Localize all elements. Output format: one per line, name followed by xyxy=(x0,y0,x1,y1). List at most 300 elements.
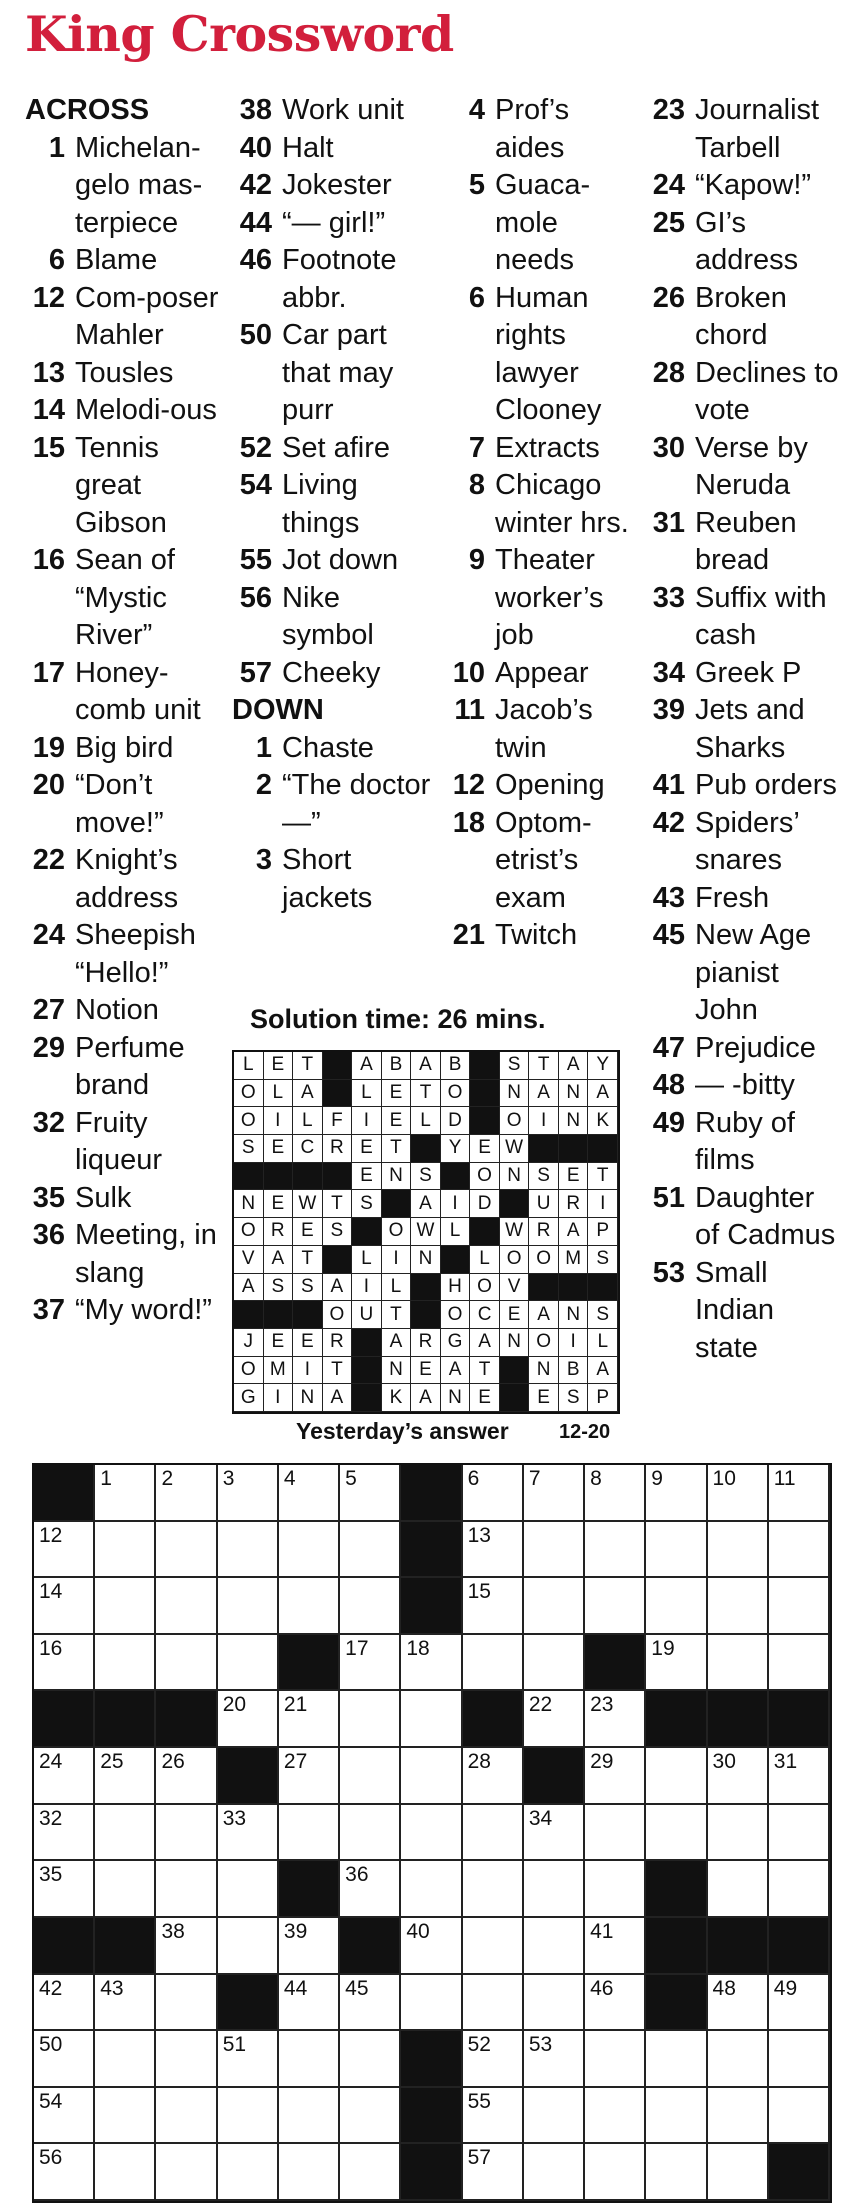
grid-cell[interactable] xyxy=(279,2088,340,2145)
down-clue xyxy=(645,92,841,167)
grid-cell[interactable] xyxy=(646,1578,707,1635)
solution-letter: M xyxy=(264,1357,294,1385)
grid-cell[interactable] xyxy=(708,2088,769,2145)
grid-cell[interactable] xyxy=(524,1861,585,1918)
grid-cell[interactable] xyxy=(156,1975,217,2032)
grid-cell[interactable] xyxy=(463,2031,524,2088)
grid-cell[interactable] xyxy=(585,1861,646,1918)
clue-number: 30 xyxy=(652,431,685,464)
grid-cell[interactable] xyxy=(401,1975,462,2032)
solution-block xyxy=(323,1163,353,1191)
grid-cell[interactable] xyxy=(156,1578,217,1635)
grid-cell[interactable] xyxy=(340,1748,401,1805)
clue-text: Chicago winter hrs. xyxy=(495,469,629,539)
clue-text: Cheeky xyxy=(282,656,381,689)
solution-letter: T xyxy=(293,1246,323,1274)
cell-number: 12 xyxy=(39,1523,63,1547)
grid-cell[interactable] xyxy=(646,1635,707,1692)
clue-number: 41 xyxy=(652,769,685,801)
solution-letter: T xyxy=(411,1080,441,1108)
cell-number: 48 xyxy=(712,1976,736,2000)
solution-letter: A xyxy=(411,1384,441,1412)
grid-cell[interactable] xyxy=(708,1465,769,1522)
solution-letter: T xyxy=(323,1357,353,1385)
clue-text: Jacob’s twin xyxy=(495,694,593,764)
solution-letter: D xyxy=(441,1107,471,1135)
grid-cell[interactable] xyxy=(218,1522,279,1579)
grid-cell[interactable] xyxy=(524,1635,585,1692)
clue-number: 5 xyxy=(468,169,485,201)
grid-cell[interactable] xyxy=(769,2031,830,2088)
clue-text: Notion xyxy=(75,994,159,1026)
solution-letter: A xyxy=(382,1329,412,1357)
clue-number: 7 xyxy=(468,431,485,464)
grid-cell[interactable] xyxy=(279,1578,340,1635)
grid-cell[interactable] xyxy=(646,2031,707,2088)
grid-cell[interactable] xyxy=(769,1975,830,2032)
grid-cell[interactable] xyxy=(769,1805,830,1862)
down-list-b xyxy=(445,92,635,955)
down-clue xyxy=(445,467,635,542)
solution-letter: L xyxy=(382,1274,412,1302)
grid-cell[interactable] xyxy=(279,1918,340,1975)
grid-cell[interactable] xyxy=(218,2031,279,2088)
puzzle-title: King Crossword xyxy=(25,5,454,63)
grid-cell[interactable] xyxy=(646,1465,707,1522)
solution-letter: B xyxy=(441,1052,471,1080)
cell-number: 6 xyxy=(467,1467,480,1490)
solution-letter: A xyxy=(529,1301,559,1329)
solution-block xyxy=(470,1052,500,1080)
solution-letter: N xyxy=(529,1357,559,1385)
down-clue xyxy=(232,767,432,842)
cell-number: 10 xyxy=(712,1467,736,1490)
down-clue xyxy=(645,167,841,205)
grid-cell[interactable] xyxy=(340,1465,401,1522)
grid-cell[interactable] xyxy=(585,1578,646,1635)
grid-cell[interactable] xyxy=(156,2088,217,2145)
clue-number: 46 xyxy=(239,244,272,276)
grid-block xyxy=(769,1691,830,1748)
down-clue xyxy=(645,1105,841,1180)
grid-cell[interactable] xyxy=(585,1975,646,2032)
grid-cell[interactable] xyxy=(279,1748,340,1805)
cell-number: 46 xyxy=(590,1976,614,2000)
grid-cell[interactable] xyxy=(218,1805,279,1862)
grid-cell[interactable] xyxy=(463,1635,524,1692)
solution-letter: L xyxy=(293,1107,323,1135)
across-clue xyxy=(25,430,220,543)
solution-letter: I xyxy=(588,1190,618,1218)
solution-block xyxy=(441,1163,471,1191)
grid-cell[interactable] xyxy=(463,2144,524,2201)
grid-cell[interactable] xyxy=(34,1522,95,1579)
cell-number: 34 xyxy=(528,1806,553,1830)
grid-cell[interactable] xyxy=(646,2144,707,2201)
solution-block xyxy=(470,1107,500,1135)
grid-cell[interactable] xyxy=(585,1691,646,1748)
grid-cell[interactable] xyxy=(524,2088,585,2145)
grid-cell[interactable] xyxy=(769,1748,830,1805)
grid-cell[interactable] xyxy=(463,1522,524,1579)
grid-block xyxy=(218,1748,279,1805)
grid-cell[interactable] xyxy=(156,1635,217,1692)
clue-number: 6 xyxy=(48,244,65,276)
grid-cell[interactable] xyxy=(463,2088,524,2145)
grid-cell[interactable] xyxy=(401,1691,462,1748)
grid-cell[interactable] xyxy=(769,1522,830,1579)
solution-block xyxy=(352,1384,382,1412)
down-clue xyxy=(645,767,841,805)
across-heading: ACROSS xyxy=(25,94,150,126)
across-clue xyxy=(232,130,432,168)
grid-cell[interactable] xyxy=(463,1805,524,1862)
grid-cell[interactable] xyxy=(646,2088,707,2145)
cell-number: 54 xyxy=(39,2089,63,2113)
solution-letter: E xyxy=(264,1135,294,1163)
grid-cell[interactable] xyxy=(218,2144,279,2201)
grid-cell[interactable] xyxy=(218,2088,279,2145)
cell-number: 14 xyxy=(39,1580,63,1604)
grid-cell[interactable] xyxy=(401,1635,462,1692)
clue-text: Spiders’ snares xyxy=(695,806,799,876)
across-clue xyxy=(232,467,432,542)
down-clue xyxy=(645,655,841,693)
grid-cell[interactable] xyxy=(34,2144,95,2201)
clue-number: 33 xyxy=(652,581,685,614)
cell-number: 31 xyxy=(773,1750,798,1774)
grid-block xyxy=(218,1975,279,2032)
solution-letter: G xyxy=(234,1384,264,1412)
clue-text: Halt xyxy=(282,131,334,164)
grid-cell[interactable] xyxy=(769,1861,830,1918)
clue-text: Meeting, in slang xyxy=(75,1219,217,1289)
clue-text: Suffix with cash xyxy=(695,581,827,651)
clue-text: Jokester xyxy=(282,169,392,201)
grid-cell[interactable] xyxy=(463,1748,524,1805)
cell-number: 24 xyxy=(39,1750,63,1774)
down-clue xyxy=(232,842,432,917)
grid-cell[interactable] xyxy=(708,2031,769,2088)
solution-letter: L xyxy=(441,1218,471,1246)
solution-letter: R xyxy=(264,1218,294,1246)
grid-cell[interactable] xyxy=(585,2144,646,2201)
grid-cell[interactable] xyxy=(585,2088,646,2145)
grid-cell[interactable] xyxy=(585,1918,646,1975)
grid-cell[interactable] xyxy=(95,1805,156,1862)
grid-cell[interactable] xyxy=(156,2144,217,2201)
grid-cell[interactable] xyxy=(708,2144,769,2201)
solution-block xyxy=(411,1274,441,1302)
clue-number: 40 xyxy=(239,131,272,164)
clue-text: Perfume brand xyxy=(75,1031,185,1101)
solution-letter: A xyxy=(441,1357,471,1385)
grid-cell[interactable] xyxy=(340,1522,401,1579)
solution-letter: A xyxy=(588,1080,618,1108)
clue-number: 8 xyxy=(468,469,485,501)
solution-letter: N xyxy=(559,1301,589,1329)
down-clue xyxy=(645,205,841,280)
solution-letter: I xyxy=(352,1274,382,1302)
grid-cell[interactable] xyxy=(218,1691,279,1748)
grid-cell[interactable] xyxy=(95,2031,156,2088)
across-clue xyxy=(25,730,220,768)
grid-cell[interactable] xyxy=(218,1465,279,1522)
grid-cell[interactable] xyxy=(585,2031,646,2088)
cell-number: 57 xyxy=(467,2146,491,2170)
solution-letter: Y xyxy=(441,1135,471,1163)
grid-cell[interactable] xyxy=(708,1748,769,1805)
clue-number: 48 xyxy=(652,1069,685,1101)
grid-cell[interactable] xyxy=(708,1522,769,1579)
solution-block xyxy=(352,1329,382,1357)
grid-cell[interactable] xyxy=(401,1861,462,1918)
grid-cell[interactable] xyxy=(279,1975,340,2032)
grid-cell[interactable] xyxy=(218,1635,279,1692)
grid-cell[interactable] xyxy=(708,1805,769,1862)
down-clue xyxy=(445,92,635,167)
solution-letter: N xyxy=(559,1107,589,1135)
grid-cell[interactable] xyxy=(279,1465,340,1522)
grid-cell[interactable] xyxy=(34,2031,95,2088)
grid-cell[interactable] xyxy=(769,2088,830,2145)
solution-block xyxy=(500,1190,530,1218)
clue-number: 9 xyxy=(468,544,485,576)
across-clue xyxy=(232,92,432,130)
grid-cell[interactable] xyxy=(708,1578,769,1635)
cell-number: 25 xyxy=(100,1750,124,1774)
grid-cell[interactable] xyxy=(34,1635,95,1692)
grid-cell[interactable] xyxy=(34,1975,95,2032)
solution-letter: E xyxy=(529,1384,559,1412)
solution-letter: E xyxy=(352,1163,382,1191)
grid-cell[interactable] xyxy=(218,1578,279,1635)
grid-cell[interactable] xyxy=(401,1748,462,1805)
down-clue xyxy=(645,280,841,355)
grid-cell[interactable] xyxy=(95,1748,156,1805)
solution-block xyxy=(323,1080,353,1108)
cell-number: 41 xyxy=(590,1919,614,1943)
cell-number: 26 xyxy=(161,1750,185,1774)
grid-cell[interactable] xyxy=(524,1522,585,1579)
clue-number: 15 xyxy=(32,431,65,464)
solution-letter: A xyxy=(234,1274,264,1302)
cell-number: 13 xyxy=(467,1523,491,1547)
cell-number: 15 xyxy=(467,1580,491,1604)
solution-block xyxy=(588,1135,618,1163)
clue-text: Opening xyxy=(495,769,605,801)
solution-letter: A xyxy=(352,1052,382,1080)
cell-number: 56 xyxy=(39,2146,63,2170)
grid-cell[interactable] xyxy=(156,2031,217,2088)
grid-cell[interactable] xyxy=(769,1465,830,1522)
down-list-c xyxy=(645,92,841,1367)
grid-cell[interactable] xyxy=(524,1691,585,1748)
clue-number: 55 xyxy=(239,544,272,576)
grid-cell[interactable] xyxy=(401,1918,462,1975)
grid-cell[interactable] xyxy=(95,1578,156,1635)
grid-block xyxy=(708,1691,769,1748)
grid-cell[interactable] xyxy=(95,2144,156,2201)
grid-cell[interactable] xyxy=(340,1861,401,1918)
clue-text: Pub orders xyxy=(695,769,837,801)
solution-letter: N xyxy=(293,1384,323,1412)
grid-cell[interactable] xyxy=(34,1861,95,1918)
clue-text: Fresh xyxy=(695,881,770,914)
clue-text: Short jackets xyxy=(282,844,373,914)
solution-letter: I xyxy=(264,1107,294,1135)
grid-cell[interactable] xyxy=(524,1578,585,1635)
clue-number: 1 xyxy=(255,731,272,764)
grid-cell[interactable] xyxy=(218,1861,279,1918)
grid-cell[interactable] xyxy=(279,1805,340,1862)
grid-cell[interactable] xyxy=(769,1635,830,1692)
clue-text: Living things xyxy=(282,469,360,539)
grid-cell[interactable] xyxy=(340,1975,401,2032)
grid-cell[interactable] xyxy=(585,1805,646,1862)
clue-number: 23 xyxy=(652,94,685,126)
grid-cell[interactable] xyxy=(524,2144,585,2201)
grid-cell[interactable] xyxy=(463,1465,524,1522)
clue-text: Twitch xyxy=(495,919,578,951)
grid-cell[interactable] xyxy=(524,1975,585,2032)
grid-cell[interactable] xyxy=(156,1861,217,1918)
grid-block xyxy=(646,1861,707,1918)
grid-cell[interactable] xyxy=(34,2088,95,2145)
grid-cell[interactable] xyxy=(95,1861,156,1918)
grid-cell[interactable] xyxy=(95,1465,156,1522)
grid-cell[interactable] xyxy=(524,1918,585,1975)
grid-cell[interactable] xyxy=(340,2031,401,2088)
grid-block xyxy=(463,1691,524,1748)
cell-number: 2 xyxy=(161,1467,174,1490)
grid-cell[interactable] xyxy=(463,1861,524,1918)
clue-text: Knight’s address xyxy=(75,844,179,914)
grid-cell[interactable] xyxy=(340,2088,401,2145)
grid-cell[interactable] xyxy=(156,1522,217,1579)
solution-letter: S xyxy=(234,1135,264,1163)
grid-cell[interactable] xyxy=(156,1918,217,1975)
across-clue xyxy=(232,205,432,243)
solution-letter: P xyxy=(588,1218,618,1246)
solution-block xyxy=(500,1357,530,1385)
solution-letter: O xyxy=(470,1274,500,1302)
grid-cell[interactable] xyxy=(585,1748,646,1805)
grid-cell[interactable] xyxy=(524,1805,585,1862)
grid-cell[interactable] xyxy=(769,1578,830,1635)
across-clue xyxy=(25,842,220,917)
grid-cell[interactable] xyxy=(95,1635,156,1692)
down-clue xyxy=(232,730,432,768)
grid-cell[interactable] xyxy=(156,1465,217,1522)
clue-text: Footnote abbr. xyxy=(282,244,397,314)
clue-number: 3 xyxy=(255,844,272,876)
grid-cell[interactable] xyxy=(156,1805,217,1862)
clue-number: 45 xyxy=(652,919,685,951)
clue-text: Sheepish “Hello!” xyxy=(75,919,196,989)
solution-letter: R xyxy=(323,1329,353,1357)
grid-cell[interactable] xyxy=(524,2031,585,2088)
grid-cell[interactable] xyxy=(463,1975,524,2032)
clue-text: Small Indian state xyxy=(695,1256,775,1364)
clue-text: Jets and Sharks xyxy=(695,694,805,764)
grid-cell[interactable] xyxy=(218,1918,279,1975)
grid-cell[interactable] xyxy=(524,1465,585,1522)
solution-block xyxy=(352,1218,382,1246)
across-clue xyxy=(25,655,220,730)
grid-cell[interactable] xyxy=(463,1578,524,1635)
grid-cell[interactable] xyxy=(95,1975,156,2032)
solution-letter: C xyxy=(293,1135,323,1163)
across-clue xyxy=(25,280,220,355)
solution-letter: N xyxy=(500,1080,530,1108)
grid-cell[interactable] xyxy=(279,2144,340,2201)
grid-cell[interactable] xyxy=(340,1691,401,1748)
clue-number: 20 xyxy=(32,769,65,801)
solution-letter: M xyxy=(559,1246,589,1274)
clue-text: Com-poser Mahler xyxy=(75,281,219,351)
grid-cell[interactable] xyxy=(340,1578,401,1635)
solution-block xyxy=(293,1301,323,1329)
yesterday-label: Yesterday’s answer xyxy=(296,1418,509,1444)
solution-block xyxy=(264,1301,294,1329)
across-clue xyxy=(232,430,432,468)
clue-text: Broken chord xyxy=(695,281,787,351)
grid-cell[interactable] xyxy=(340,2144,401,2201)
cell-number: 38 xyxy=(161,1919,185,1943)
grid-cell[interactable] xyxy=(340,1635,401,1692)
solution-letter: C xyxy=(470,1301,500,1329)
grid-cell[interactable] xyxy=(34,1748,95,1805)
down-clue xyxy=(445,917,635,955)
grid-cell[interactable] xyxy=(279,1522,340,1579)
cell-number: 18 xyxy=(406,1636,430,1660)
down-clue xyxy=(645,580,841,655)
clue-number: 10 xyxy=(452,656,485,689)
grid-cell[interactable] xyxy=(95,1522,156,1579)
grid-cell[interactable] xyxy=(708,1861,769,1918)
grid-cell[interactable] xyxy=(340,1805,401,1862)
yesterday-solution-grid xyxy=(232,1050,620,1414)
grid-cell[interactable] xyxy=(34,1805,95,1862)
grid-cell[interactable] xyxy=(646,1522,707,1579)
grid-block xyxy=(769,2144,830,2201)
solution-letter: I xyxy=(293,1357,323,1385)
grid-cell[interactable] xyxy=(585,1465,646,1522)
grid-cell[interactable] xyxy=(401,1805,462,1862)
grid-cell[interactable] xyxy=(279,2031,340,2088)
clue-number: 11 xyxy=(454,694,485,726)
cell-number: 27 xyxy=(283,1750,308,1774)
clue-number: 4 xyxy=(468,94,485,126)
grid-cell[interactable] xyxy=(95,2088,156,2145)
grid-cell[interactable] xyxy=(708,1975,769,2032)
grid-block xyxy=(34,1918,95,1975)
grid-cell[interactable] xyxy=(585,1522,646,1579)
solution-letter: E xyxy=(470,1384,500,1412)
grid-cell[interactable] xyxy=(34,1578,95,1635)
grid-cell[interactable] xyxy=(156,1748,217,1805)
grid-cell[interactable] xyxy=(463,1918,524,1975)
solution-letter: O xyxy=(234,1080,264,1108)
grid-cell[interactable] xyxy=(646,1748,707,1805)
grid-block xyxy=(401,2031,462,2088)
solution-letter: S xyxy=(352,1190,382,1218)
grid-cell[interactable] xyxy=(646,1805,707,1862)
grid-cell[interactable] xyxy=(279,1691,340,1748)
grid-cell[interactable] xyxy=(708,1635,769,1692)
solution-letter: U xyxy=(352,1301,382,1329)
